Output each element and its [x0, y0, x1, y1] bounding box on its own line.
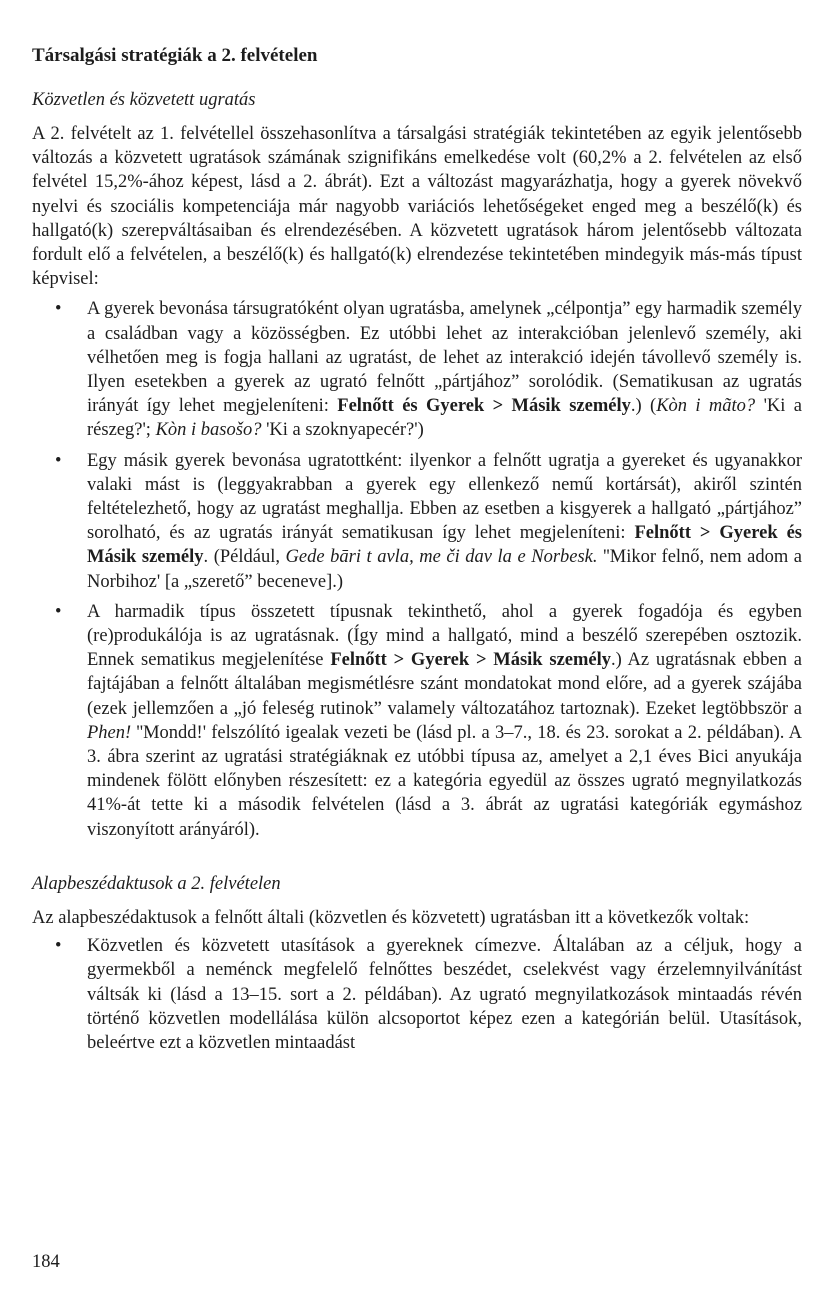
section2-intro: Az alapbeszédaktusok a felnőtt általi (közvetlen és közvetett) ugratásban itt a következők voltak: [32, 907, 750, 928]
page-number: 184 [32, 1252, 60, 1272]
bullet-item [32, 297, 802, 442]
text: 'Ki a szoknyapecér?') [261, 420, 424, 441]
section2-heading: Alapbeszédaktusok a 2. felvételen [32, 873, 281, 894]
text: ''Mikor felnő, nem adom a Norbihoz' [a „szerető” beceneve].) [87, 547, 803, 592]
italic-text: Kòn i mãto? [656, 396, 756, 417]
text: Közvetlen és közvetett utasítások a gyereknek címezve. Általában az a céljuk, hogy a gyermekből a neménck megfelelő felnőttes beszédet, cselekvést vagy érzelemnyilvánítást váltsák ki (lásd a 13–15. sort a 2. példában). Az ugrató megnyilatkozások mintaadás révén történő közvetlen modellálása külön alcsoportot képez ezen a kategórián belül. Utasítások, beleértve ezt a közvetlen mintaadást [87, 936, 802, 1053]
chapter-title: Társalgási stratégiák a 2. felvételen [32, 45, 318, 66]
bold-text: Felnőtt > Gyerek és Másik személy [87, 523, 802, 568]
text: A harmadik típus összetett típusnak tekinthető, ahol a gyerek fogadója és egyben (re)produkálója is az ugratásnak. (Így mind a hallgató, mind a beszélő szerepében osztozik. Ennek sematikus megjelenítése [87, 601, 802, 671]
text: . (Például, [203, 547, 286, 568]
italic-text: Gede bāri t avla, me či dav la e Norbesk. [285, 547, 598, 568]
text: .) ( [630, 396, 657, 417]
bold-text: Felnőtt és Gyerek > Másik személy [337, 396, 631, 417]
text: .) Az ugratásnak ebben a fajtájában a felnőtt általában megismétlésre szánt mondatokat mond előre, ad a gyerek szájába (ezek jellemzően a „jó feleség rutinok” valamely változatához tartoznak). Ezeket legtöbbször a [87, 650, 802, 719]
bullet-item [32, 934, 802, 1055]
section1-intro: A 2. felvételt az 1. felvétellel összehasonlítva a társalgási stratégiák tekintetében az egyik jelentősebb változás a közvetett ugratások számának szignifikáns emelkedése volt (60,2% a 2. felvételen az első felvétel 15,2%-ához képest, lásd a 2. ábrát). Ezt a változást magyarázhatja, hogy a gyerek növekvő nyelvi és szociális kompetenciája már nagyobb variációs lehetőségeket enged meg a beszélő(k) és hallgató(k) szerepváltásaiban és elrendezésében. A közvetett ugratások három jelentősebb változata fordult elő a felvételen, a beszélő(k) és hallgató(k) elrendezése tekintetében mindegyik más-más típust képvisel: [32, 124, 802, 290]
italic-text: Kòn i basošo? [155, 420, 262, 441]
bold-text: Felnőtt > Gyerek > Másik személy [330, 650, 612, 671]
text: ''Mondd!' felszólító igealak vezeti be (lásd pl. a 3–7., 18. és 23. sorokat a 2. példában). A 3. ábra szerint az ugratási stratégiáknak ez utóbbi típusa az, amelyet a 2,1 éves Bici anyukája mindenek fölött előnyben részesített: ez a kategória egyedül az összes ugrató megnyilatkozás 41%-át tette ki a második felvételen (lásd a 3. ábrát az ugratási kategóriák egymáshoz viszonyított arányáról). [87, 722, 802, 840]
text: A gyerek bevonása társugratóként olyan ugratásba, amelynek „célpontja” egy harmadik személy a családban vagy a közösségben. Ez utóbbi lehet az interakcióban jelenlevő személy, aki vélhetően meg is fogja hallani az ugratást, de lehet az interakció idején távollevő személy is. Ilyen esetekben a gyerek az ugrató felnőtt „pártjához” sorolódik. (Sematikusan az ugratás irányát így lehet megjeleníteni: [87, 299, 802, 417]
section1-heading: Közvetlen és közvetett ugratás [32, 90, 256, 110]
bullet-item [32, 449, 802, 594]
italic-text: Phen! [87, 722, 132, 743]
text: Egy másik gyerek bevonása ugratottként: ilyenkor a felnőtt ugratja a gyereket és ugyanakkor valaki mást is (leggyakrabban a gyerek egy ellenkező nemű kortársát), akiről szintén feltételezhető, hogy az ugratást meghallja. Ebben az esetben a kisgyerek a hallgató „pártjához” sorolható, és az ugratás irányát sematikusan így lehet megjeleníteni: [87, 450, 802, 544]
section-spacer [32, 848, 802, 872]
text: 'Ki a részeg?'; [87, 396, 802, 441]
section1-bullet-list [32, 297, 802, 841]
page-body [32, 44, 802, 1055]
bullet-item [32, 600, 802, 842]
section2-bullet-list [32, 934, 802, 1055]
